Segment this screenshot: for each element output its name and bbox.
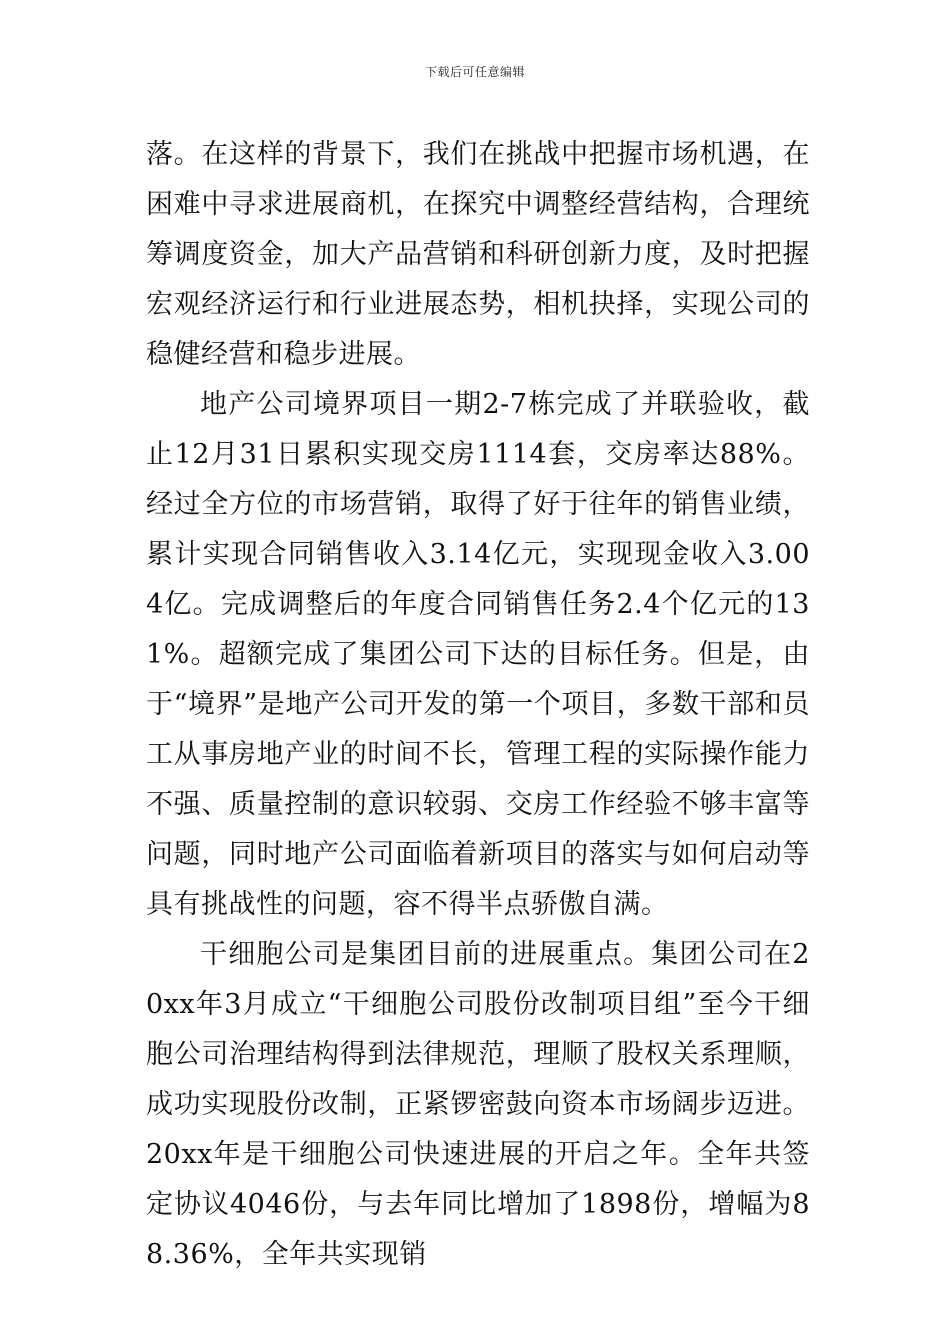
paragraph-2: 地产公司境界项目一期2-7栋完成了并联验收，截止12月31日累积实现交房1114套，交房率达88%。经过全方位的市场营销，取得了好于往年的销售业绩，累计实现合同销售收入3.14亿元，实现现金收入3.004亿。完成调整后的年度合同销售任务2.4个亿元的131%。超额完成了集团公司下达的目标任务。但是，由于“境界”是地产公司开发的第一个项目，多数干部和员工从事房地产业的时间不长，管理工程的实际操作能力不强、质量控制的意识较弱、交房工作经验不够丰富等问题，同时地产公司面临着新项目的落实与如何启动等具有挑战性的问题，容不得半点骄傲自满。 (146, 389, 810, 920)
document-body (146, 130, 810, 1280)
paragraph-3: 干细胞公司是集团目前的进展重点。集团公司在20xx年3月成立“干细胞公司股份改制项目组”至今干细胞公司治理结构得到法律规范，理顺了股权关系理顺，成功实现股份改制，正紧锣密鼓向资本市场阔步迈进。20xx年是干细胞公司快速进展的开启之年。全年共签定协议4046份，与去年同比增加了1898份，增幅为88.36%，全年共实现销 (146, 939, 810, 1270)
paragraph-1: 落。在这样的背景下，我们在挑战中把握市场机遇，在困难中寻求进展商机，在探究中调整经营结构，合理统筹调度资金，加大产品营销和科研创新力度，及时把握宏观经济运行和行业进展态势，相机抉择，实现公司的稳健经营和稳步进展。 (146, 139, 810, 370)
header-note: 下载后可任意编辑 (424, 65, 525, 79)
